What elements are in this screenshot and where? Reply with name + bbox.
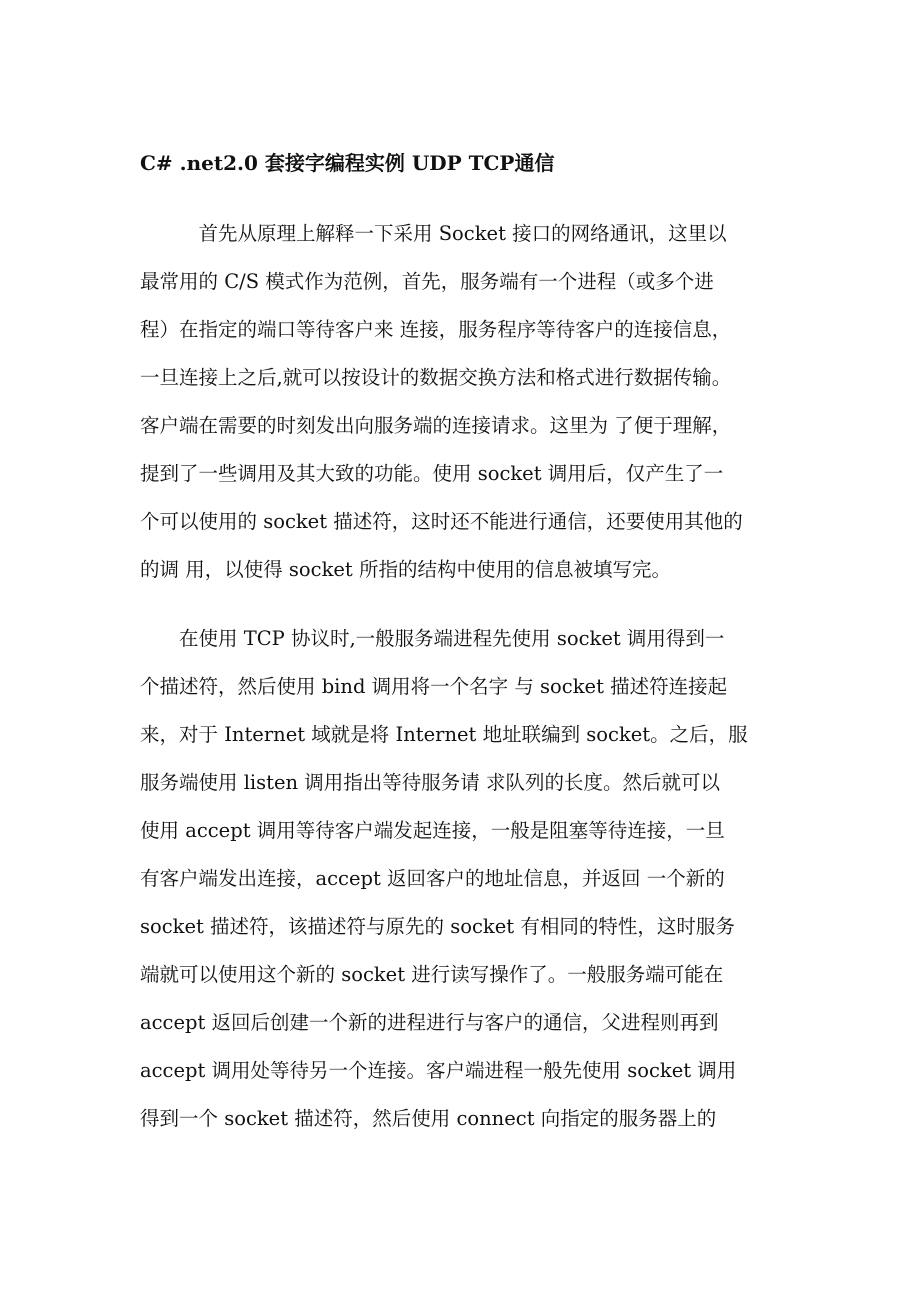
paragraph-line: 提到了一些调用及其大致的功能。使用 socket 调用后，仅产生了一 bbox=[140, 462, 724, 485]
document-title: C# .net2.0 套接字编程实例 UDP TCP通信 bbox=[140, 151, 555, 175]
paragraph-line: 服务端使用 listen 调用指出等待服务请 求队列的长度。然后就可以 bbox=[140, 771, 721, 794]
paragraph-line: 一旦连接上之后,就可以按设计的数据交换方法和格式进行数据传输。 bbox=[140, 366, 732, 389]
paragraph-line: socket 描述符，该描述符与原先的 socket 有相同的特性，这时服务 bbox=[140, 915, 735, 938]
paragraph-line: 个可以使用的 socket 描述符，这时还不能进行通信，还要使用其他的 bbox=[140, 510, 743, 533]
paragraph-line: accept 调用处等待另一个连接。客户端进程一般先使用 socket 调用 bbox=[140, 1059, 737, 1082]
paragraph-line: 个描述符，然后使用 bind 调用将一个名字 与 socket 描述符连接起 bbox=[140, 675, 728, 698]
paragraph-line: 首先从原理上解释一下采用 Socket 接口的网络通讯，这里以 bbox=[140, 222, 727, 245]
paragraph-line: 端就可以使用这个新的 socket 进行读写操作了。一般服务端可能在 bbox=[140, 963, 724, 986]
paragraph-line: 在使用 TCP 协议时,一般服务端进程先使用 socket 调用得到一 bbox=[140, 627, 725, 650]
paragraph-line: 程）在指定的端口等待客户来 连接，服务程序等待客户的连接信息， bbox=[140, 318, 732, 341]
paragraph-line: 最常用的 C/S 模式作为范例，首先，服务端有一个进程（或多个进 bbox=[140, 270, 714, 293]
paragraph-1 bbox=[140, 219, 800, 603]
paragraph-line: 有客户端发出连接，accept 返回客户的地址信息，并返回 一个新的 bbox=[140, 867, 725, 890]
paragraph-2 bbox=[140, 624, 800, 1152]
paragraph-line: 来，对于 Internet 域就是将 Internet 地址联编到 socket。之后，服 bbox=[140, 723, 748, 746]
paragraph-line: 使用 accept 调用等待客户端发起连接，一般是阻塞等待连接，一旦 bbox=[140, 819, 725, 842]
paragraph-line: 的调 用，以使得 socket 所指的结构中使用的信息被填写完。 bbox=[140, 558, 671, 581]
paragraph-line: accept 返回后创建一个新的进程进行与客户的通信，父进程则再到 bbox=[140, 1011, 719, 1034]
paragraph-line: 客户端在需要的时刻发出向服务端的连接请求。这里为 了便于理解， bbox=[140, 414, 732, 437]
paragraph-line: 得到一个 socket 描述符，然后使用 connect 向指定的服务器上的 bbox=[140, 1107, 717, 1130]
